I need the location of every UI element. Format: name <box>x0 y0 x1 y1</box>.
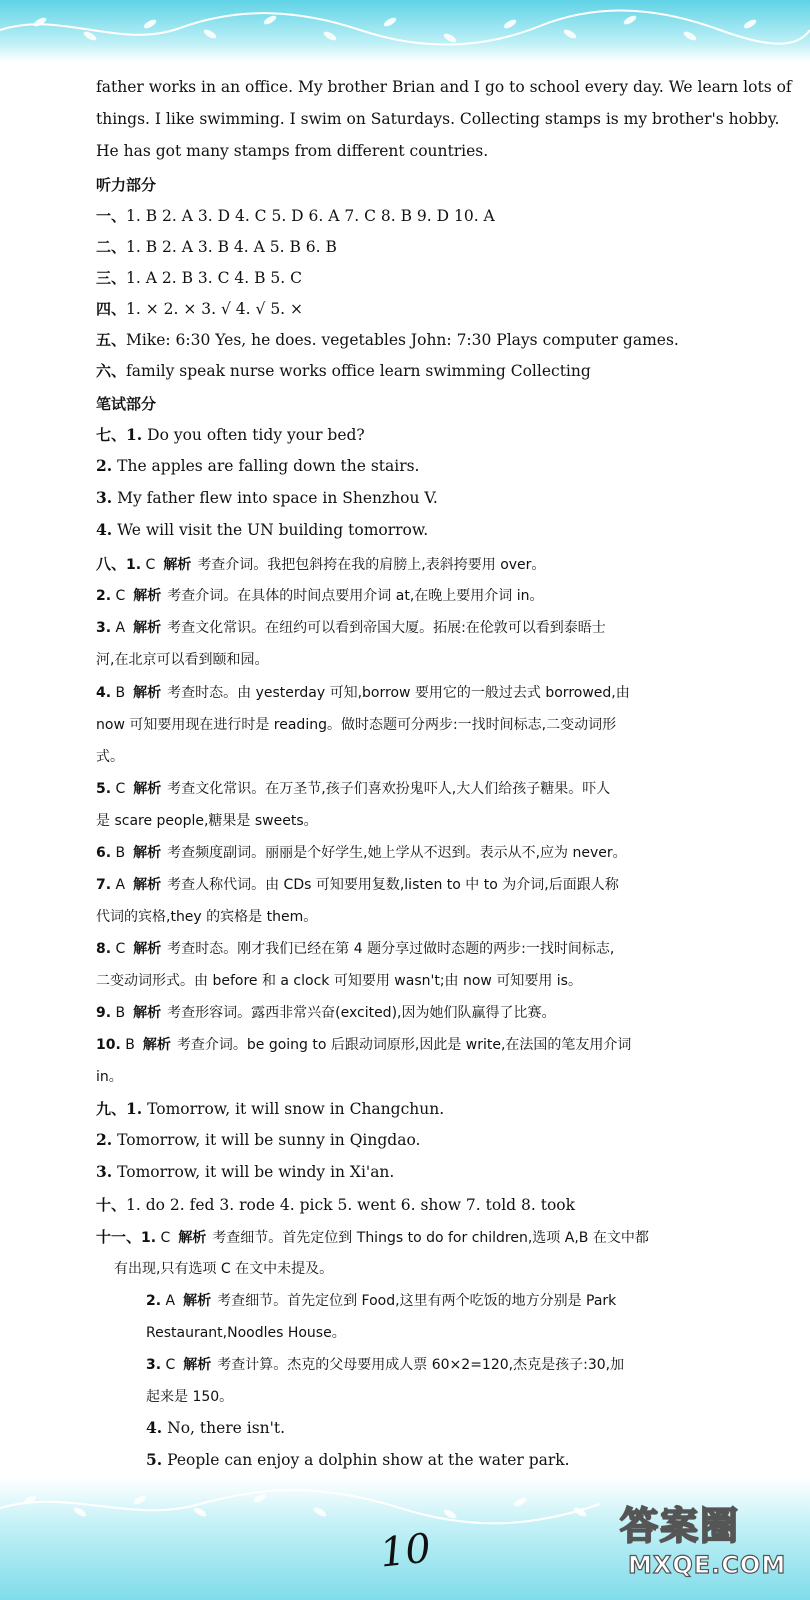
item-number: 1. <box>126 1099 143 1118</box>
answer-row <box>96 520 428 539</box>
explained-answer-row <box>146 1290 616 1310</box>
item-number: 3. <box>96 1162 113 1181</box>
explanation-text: 考查人称代词。由 CDs 可知要用复数,listen to 中 to 为介词,后面跟人称 <box>167 877 619 893</box>
answer-choice: C <box>160 1230 171 1246</box>
answer-text: family speak nurse works office learn swimming Collecting <box>126 362 591 380</box>
writing-section-header: 笔试部分 <box>96 395 157 413</box>
analysis-label: 解析 <box>133 620 162 636</box>
listening-answer-row <box>96 360 591 381</box>
section-number: 三、 <box>96 269 127 287</box>
item-number: 5. <box>146 1450 163 1469</box>
analysis-label: 解析 <box>133 685 162 701</box>
answer-text: No, there isn't. <box>167 1419 286 1437</box>
answer-text: 1. B 2. A 3. D 4. C 5. D 6. A 7. C 8. B 9. D 10. A <box>126 207 495 225</box>
section-number: 四、 <box>96 300 127 318</box>
analysis-label: 解析 <box>178 1230 207 1246</box>
analysis-label: 解析 <box>133 588 162 604</box>
item-number: 5. <box>96 781 112 797</box>
item-number: 10. <box>96 1037 121 1053</box>
answer-choice: B <box>115 1005 126 1021</box>
answer-text: 1. do 2. fed 3. rode 4. pick 5. went 6. show 7. told 8. took <box>126 1196 576 1214</box>
explanation-continuation: 有出现,只有选项 C 在文中未提及。 <box>114 1261 334 1277</box>
analysis-label: 解析 <box>133 845 162 861</box>
passage-line: He has got many stamps from different countries. <box>96 142 489 160</box>
explanation-text: 考查频度副词。丽丽是个好学生,她上学从不迟到。表示从不,应为 never。 <box>167 845 627 861</box>
analysis-label: 解析 <box>133 941 162 957</box>
explained-answer-row <box>96 682 630 702</box>
passage-line: things. I like swimming. I swim on Saturdays. Collecting stamps is my brother's hobby. <box>96 110 780 128</box>
passage-line: father works in an office. My brother Brian and I go to school every day. We learn lots of <box>96 78 792 96</box>
explained-answer-row <box>96 874 619 894</box>
explanation-continuation: in。 <box>96 1069 123 1085</box>
answer-row <box>96 424 365 445</box>
answer-row <box>96 1098 444 1119</box>
answer-text: Tomorrow, it will be sunny in Qingdao. <box>117 1131 421 1149</box>
answer-row <box>96 488 438 507</box>
answer-choice: A <box>115 877 126 893</box>
explained-answer-row <box>96 553 545 574</box>
item-number: 1. <box>141 1230 157 1246</box>
analysis-label: 解析 <box>133 781 162 797</box>
item-number: 2. <box>146 1293 162 1309</box>
section-number: 十、 <box>96 1196 127 1214</box>
explanation-text: 考查介词。在具体的时间点要用介词 at,在晚上要用介词 in。 <box>167 588 544 604</box>
analysis-label: 解析 <box>183 1293 212 1309</box>
explanation-continuation: 是 scare people,糖果是 sweets。 <box>96 813 318 829</box>
section-number: 五、 <box>96 331 127 349</box>
answer-row <box>96 456 420 475</box>
explanation-text: 考查介词。我把包斜挎在我的肩膀上,表斜挎要用 over。 <box>197 557 546 573</box>
explanation-text: 考查文化常识。在纽约可以看到帝国大厦。拓展:在伦敦可以看到泰晤士 <box>167 620 606 636</box>
watermark-url: MXQE.COM <box>628 1551 787 1579</box>
explained-answer-row <box>96 1002 555 1022</box>
item-number: 3. <box>146 1357 162 1373</box>
section-number: 九、 <box>96 1100 127 1118</box>
answer-text: Tomorrow, it will snow in Changchun. <box>147 1100 445 1118</box>
answer-text: 1. A 2. B 3. C 4. B 5. C <box>126 269 302 287</box>
answer-choice: A <box>165 1293 176 1309</box>
answer-text: My father flew into space in Shenzhou V. <box>117 489 438 507</box>
explained-answer-row <box>96 938 614 958</box>
section-number: 一、 <box>96 207 127 225</box>
item-number: 2. <box>96 1130 113 1149</box>
listening-answer-row <box>96 329 679 350</box>
item-number: 4. <box>96 685 112 701</box>
answer-text: Do you often tidy your bed? <box>147 426 365 444</box>
explanation-continuation: 二变动词形式。由 before 和 a clock 可知要用 wasn't;由 now 可知要用 is。 <box>96 973 582 989</box>
answer-row <box>146 1418 285 1437</box>
item-number: 4. <box>146 1418 163 1437</box>
answer-choice: B <box>115 685 126 701</box>
section-number: 八、 <box>96 555 127 573</box>
explanation-continuation: 代词的宾格,they 的宾格是 them。 <box>96 909 318 925</box>
explanation-continuation: now 可知要用现在进行时是 reading。做时态题可分两步:一找时间标志,二变动词形 <box>96 717 617 733</box>
answer-text: 1. B 2. A 3. B 4. A 5. B 6. B <box>126 238 337 256</box>
answer-text: People can enjoy a dolphin show at the water park. <box>167 1451 570 1469</box>
item-number: 7. <box>96 877 112 893</box>
explanation-text: 考查介词。be going to 后跟动词原形,因此是 write,在法国的笔友用介词 <box>176 1037 632 1053</box>
watermark-logo <box>620 1495 800 1595</box>
answer-text: We will visit the UN building tomorrow. <box>117 521 429 539</box>
vine-ornament-icon <box>0 0 810 62</box>
explanation-text: 考查时态。由 yesterday 可知,borrow 要用它的一般过去式 borrowed,由 <box>167 685 630 701</box>
item-number: 8. <box>96 941 112 957</box>
explanation-continuation: 式。 <box>96 749 124 765</box>
explained-answer-row <box>146 1354 624 1374</box>
explained-answer-row <box>96 842 627 862</box>
answer-choice: B <box>125 1037 135 1053</box>
item-number: 1. <box>126 557 142 573</box>
answer-text: 1. × 2. × 3. √ 4. √ 5. × <box>126 300 304 318</box>
item-number: 2. <box>96 456 113 475</box>
analysis-label: 解析 <box>133 1005 162 1021</box>
listening-answer-row <box>96 267 302 288</box>
answer-row <box>96 1130 420 1149</box>
item-number: 2. <box>96 588 112 604</box>
explanation-text: 考查计算。杰克的父母要用成人票 60×2=120,杰克是孩子:30,加 <box>217 1357 625 1373</box>
item-number: 3. <box>96 488 113 507</box>
explanation-text: 考查文化常识。在万圣节,孩子们喜欢扮鬼吓人,大人们给孩子糖果。吓人 <box>167 781 611 797</box>
section-number: 十一、 <box>96 1228 142 1246</box>
explained-answer-row <box>96 1226 649 1247</box>
answer-text: Tomorrow, it will be windy in Xi'an. <box>117 1163 395 1181</box>
watermark-title: 答案圈 <box>620 1504 741 1548</box>
section-number: 二、 <box>96 238 127 256</box>
listening-answer-row <box>96 205 495 226</box>
answer-row <box>146 1450 570 1469</box>
answer-choice: C <box>145 557 156 573</box>
item-number: 1. <box>126 425 143 444</box>
analysis-label: 解析 <box>142 1037 171 1053</box>
explanation-text: 考查细节。首先定位到 Things to do for children,选项 A,B 在文中都 <box>212 1230 649 1246</box>
answer-choice: C <box>115 588 126 604</box>
listening-section-header: 听力部分 <box>96 176 157 194</box>
explanation-text: 考查时态。刚才我们已经在第 4 题分享过做时态题的两步:一找时间标志, <box>167 941 615 957</box>
explanation-continuation: 起来是 150。 <box>146 1389 234 1405</box>
item-number: 6. <box>96 845 112 861</box>
answer-choice: C <box>165 1357 176 1373</box>
explanation-continuation: 河,在北京可以看到颐和园。 <box>96 652 269 668</box>
explained-answer-row <box>96 617 606 637</box>
explained-answer-row <box>96 1034 631 1054</box>
answer-row <box>96 1194 575 1215</box>
listening-answer-row <box>96 236 337 257</box>
top-decorative-band <box>0 0 810 62</box>
answer-choice: C <box>115 941 126 957</box>
explanation-continuation: Restaurant,Noodles House。 <box>146 1325 346 1341</box>
explanation-text: 考查形容词。露西非常兴奋(excited),因为她们队赢得了比赛。 <box>167 1005 556 1021</box>
answer-choice: A <box>115 620 126 636</box>
answer-choice: C <box>115 781 126 797</box>
section-number: 七、 <box>96 426 127 444</box>
listening-answer-row <box>96 298 303 319</box>
answer-row <box>96 1162 394 1181</box>
analysis-label: 解析 <box>133 877 162 893</box>
analysis-label: 解析 <box>163 557 192 573</box>
section-number: 六、 <box>96 362 127 380</box>
item-number: 3. <box>96 620 112 636</box>
explained-answer-row <box>96 585 543 605</box>
page-number: 10 <box>377 1525 434 1577</box>
answer-text: The apples are falling down the stairs. <box>117 457 420 475</box>
item-number: 4. <box>96 520 113 539</box>
analysis-label: 解析 <box>183 1357 212 1373</box>
item-number: 9. <box>96 1005 112 1021</box>
explanation-text: 考查细节。首先定位到 Food,这里有两个吃饭的地方分别是 Park <box>217 1293 617 1309</box>
answer-choice: B <box>115 845 126 861</box>
answer-text: Mike: 6:30 Yes, he does. vegetables John: 7:30 Plays computer games. <box>126 331 679 349</box>
explained-answer-row <box>96 778 610 798</box>
